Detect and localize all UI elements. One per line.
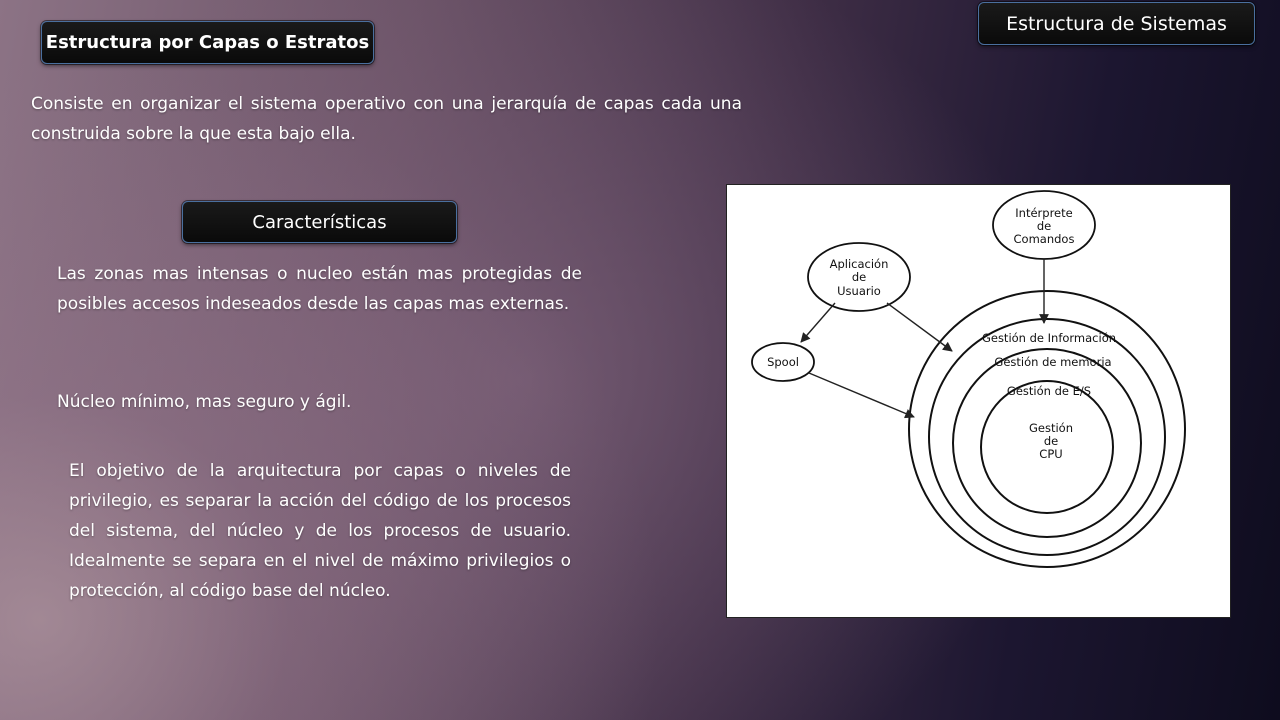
layer-memoria-label: Gestión de memoria [994, 355, 1112, 369]
arrow-spool-to-layers [809, 373, 914, 417]
interprete-label-line-3: Comandos [1013, 232, 1075, 246]
feature-paragraph-objetivo: El objetivo de la arquitectura por capas o niveles de privilegio, es separar la acción del código de los procesos del sistema, del núcleo y de los procesos de usuario. Idealmente se separa en el nivel de máximo privilegios o protección, al código base del núcleo. [69, 461, 571, 601]
core-label-line-2: de [1043, 434, 1059, 448]
core-label-line-3: CPU [1039, 447, 1063, 461]
spool-label: Spool [767, 355, 799, 369]
layered-structure-diagram [726, 184, 1231, 618]
layer-es-label: Gestión de E/S [1006, 384, 1092, 398]
aplicacion-label-line-1: Aplicación [829, 257, 889, 271]
aplicacion-label-line-2: de [851, 270, 867, 284]
arrow-aplicacion-to-spool [801, 303, 835, 342]
interprete-label-line-2: de [1036, 219, 1052, 233]
feature-paragraph-zones: Las zonas mas intensas o nucleo están mas protegidas de posibles accesos indeseados desde las capas mas externas. [57, 264, 582, 314]
layer-informacion-label: Gestión de Información [981, 331, 1117, 345]
arrow-aplicacion-to-layers [887, 303, 952, 351]
intro-paragraph: Consiste en organizar el sistema operativo con una jerarquía de capas cada una construida sobre la que esta bajo ella. [31, 94, 742, 144]
section-title-badge [978, 2, 1255, 45]
core-label-line-1: Gestión [1028, 421, 1074, 435]
features-title: Características [252, 211, 387, 233]
section-title: Estructura de Sistemas [1006, 12, 1227, 35]
slide-title-badge [41, 21, 374, 64]
feature-paragraph-nucleo: Núcleo mínimo, mas seguro y ágil. [57, 392, 352, 412]
diagram-svg [727, 185, 1230, 617]
features-title-badge [182, 201, 457, 243]
aplicacion-label-line-3: Usuario [837, 284, 881, 298]
interprete-label-line-1: Intérprete [1015, 206, 1073, 220]
slide-title: Estructura por Capas o Estratos [45, 32, 370, 53]
